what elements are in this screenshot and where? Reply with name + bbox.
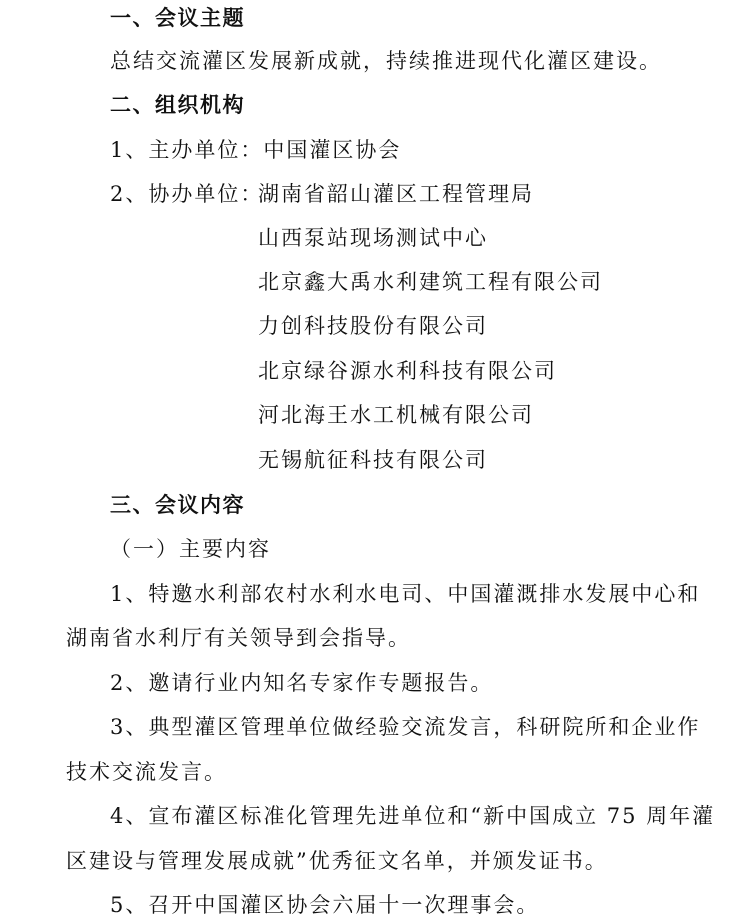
co-host-org: 力创科技股份有限公司 (258, 314, 488, 338)
co-host-org: 无锡航征科技有限公司 (258, 448, 488, 472)
section-1-text: 总结交流灌区发展新成就，持续推进现代化灌区建设。 (110, 49, 662, 73)
content-item-2: 2、邀请行业内知名专家作专题报告。 (110, 671, 494, 695)
content-item-1-line-2: 湖南省水利厅有关领导到会指导。 (66, 626, 411, 650)
content-item-1-line-1: 1、特邀水利部农村水利水电司、中国灌溉排水发展中心和 (110, 582, 701, 606)
co-host-org: 山西泵站现场测试中心 (258, 226, 488, 250)
section-3-subheading: （一）主要内容 (110, 537, 271, 561)
co-host-org: 湖南省韶山灌区工程管理局 (258, 182, 534, 206)
content-item-5: 5、召开中国灌区协会六届十一次理事会。 (110, 893, 540, 917)
section-1-heading: 一、会议主题 (110, 6, 245, 30)
content-item-3-line-1: 3、典型灌区管理单位做经验交流发言，科研院所和企业作 (110, 715, 701, 739)
co-host-label: 2、协办单位： (110, 182, 264, 206)
co-host-org: 北京鑫大禹水利建筑工程有限公司 (258, 270, 603, 294)
co-host-org: 北京绿谷源水利科技有限公司 (258, 359, 557, 383)
content-item-3-line-2: 技术交流发言。 (66, 760, 227, 784)
content-item-4-line-1: 4、宣布灌区标准化管理先进单位和“新中国成立 75 周年灌 (110, 804, 716, 828)
host-unit-label: 1、主办单位： (110, 138, 264, 162)
host-unit-line (110, 136, 401, 164)
section-3-heading: 三、会议内容 (110, 493, 245, 517)
section-2-heading: 二、组织机构 (110, 93, 245, 117)
content-item-4-line-2: 区建设与管理发展成就”优秀征文名单，并颁发证书。 (66, 849, 608, 873)
co-host-org: 河北海王水工机械有限公司 (258, 403, 534, 427)
host-unit-name: 中国灌区协会 (263, 138, 402, 162)
